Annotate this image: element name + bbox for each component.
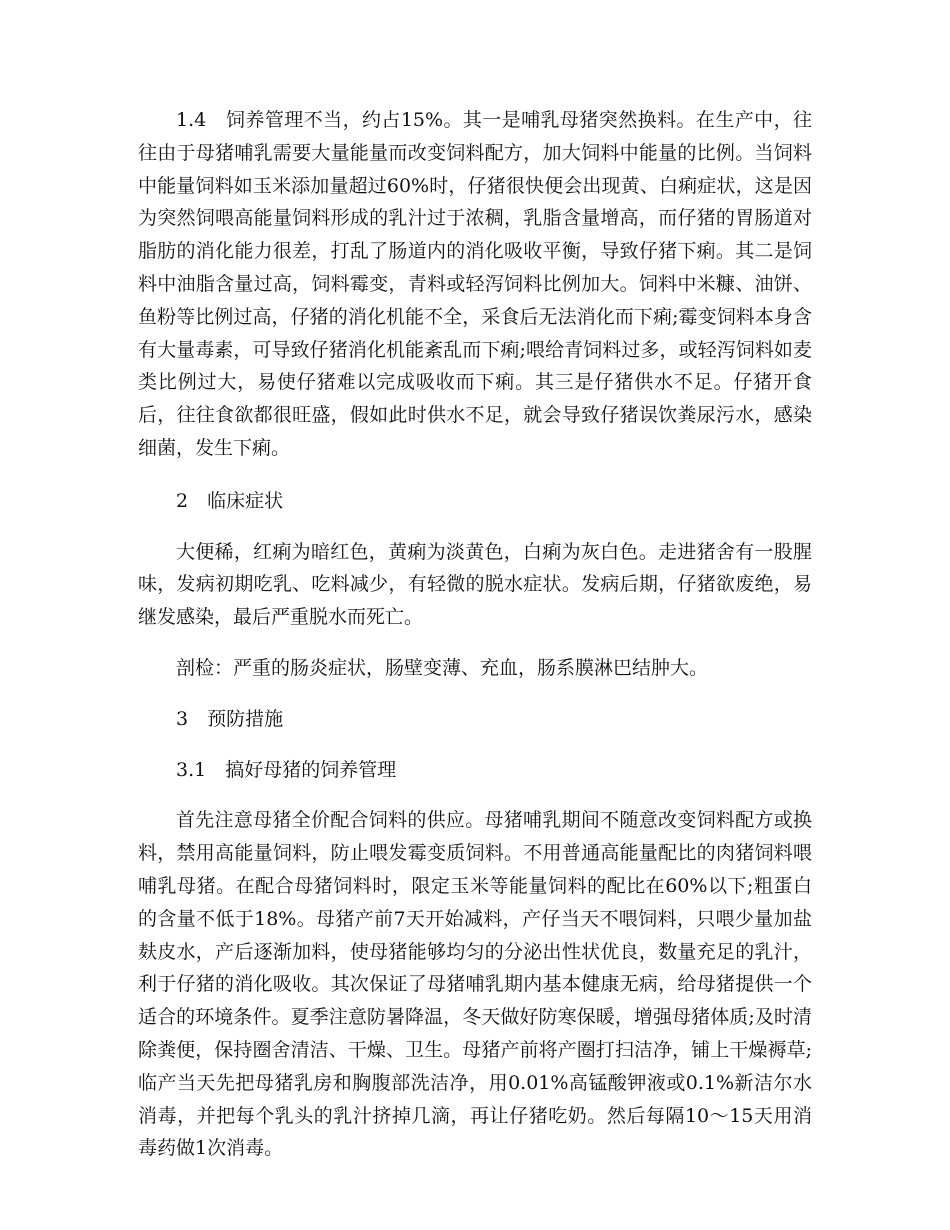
autopsy-paragraph: 剖检：严重的肠炎症状，肠壁变薄、充血，肠系膜淋巴结肿大。 <box>176 656 709 679</box>
spacer <box>138 634 812 652</box>
section-3-heading: 3 预防措施 <box>176 707 284 730</box>
spacer <box>138 736 812 754</box>
section-2-heading: 2 临床症状 <box>176 489 284 512</box>
spacer <box>138 465 812 485</box>
section-1-4-paragraph: 1.4 饲养管理不当，约占15%。其一是哺乳母猪突然换料。在生产中，往往由于母猪哺乳需要大量能量而改变饲料配方，加大饲料中能量的比例。当饲料中能量饲料如玉米添加量超过60%时，仔猪很快便会出现黄、白痢症状，这是因为突然饲喂高能量饲料形成的乳汁过于浓稠，乳脂含量增高，而仔猪的胃肠道对脂肪的消化能力很差，打乱了肠道内的消化吸收平衡，导致仔猪下痢。其二是饲料中油脂含量过高，饲料霉变，青料或轻泻饲料比例加大。饲料中米糠、油饼、鱼粉等比例过高，仔猪的消化机能不全，采食后无法消化而下痢;霉变饲料本身含有大量毒素，可导致仔猪消化机能紊乱而下痢;喂给青饲料过多，或轻泻饲料如麦类比例过大，易使仔猪难以完成吸收而下痢。其三是仔猪供水不足。仔猪开食后，往往食欲都很旺盛，假如此时供水不足，就会导致仔猪误饮粪尿污水，感染细菌，发生下痢。 <box>138 109 812 459</box>
spacer <box>138 518 812 536</box>
clinical-symptoms-paragraph: 大便稀，红痢为暗红色，黄痢为淡黄色，白痢为灰白色。走进猪舍有一股腥味，发病初期吃乳、吃料减少，有轻微的脱水症状。发病后期，仔猪欲废绝，易继发感染，最后严重脱水而死亡。 <box>138 540 812 629</box>
section-3-1-paragraph: 首先注意母猪全价配合饲料的供应。母猪哺乳期间不随意改变饲料配方或换料，禁用高能量饲料，防止喂发霉变质饲料。不用普通高能量配比的肉猪饲料喂哺乳母猪。在配合母猪饲料时，限定玉米等能量饲料的配比在60%以下;粗蛋白的含量不低于18%。母猪产前7天开始减料，产仔当天不喂饲料，只喂少量加盐麸皮水，产后逐渐加料，使母猪能够均匀的分泌出性状优良，数量充足的乳汁，利于仔猪的消化吸收。其次保证了母猪哺乳期内基本健康无病，给母猪提供一个适合的环境条件。夏季注意防暑降温，冬天做好防寒保暖，增强母猪体质;及时清除粪便，保持圈舍清洁、干燥、卫生。母猪产前将产圈打扫洁净，铺上干燥褥草;临产当天先把母猪乳房和胸腹部洗洁净，用0.01%高锰酸钾液或0.1%新洁尔水消毒，并把每个乳头的乳汁挤掉几滴，再让仔猪吃奶。然后每隔10～15天用消毒药做1次消毒。 <box>138 809 812 1160</box>
spacer <box>138 685 812 703</box>
spacer <box>138 786 812 804</box>
section-3-1-heading: 3.1 搞好母猪的饲养管理 <box>176 758 397 781</box>
